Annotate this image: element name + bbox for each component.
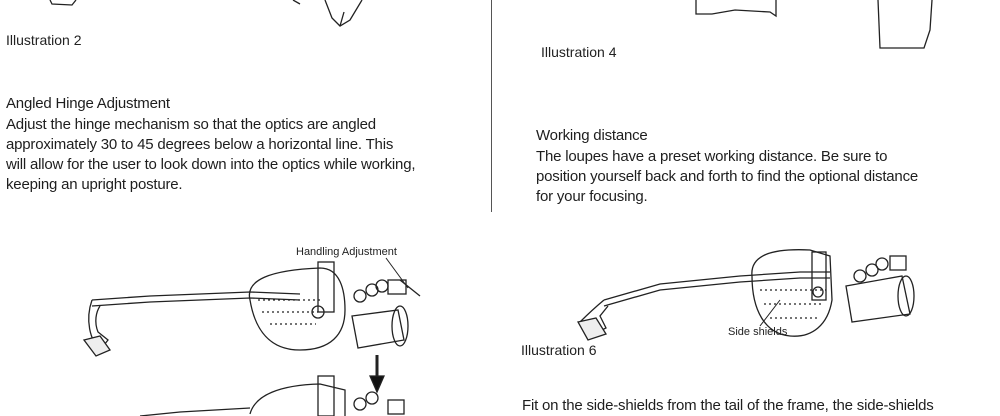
angled-hinge-heading: Angled Hinge Adjustment bbox=[6, 95, 170, 112]
working-distance-line-2: position yourself back and forth to find the optional distance bbox=[536, 168, 919, 185]
angled-hinge-line-4: keeping an upright posture. bbox=[6, 176, 183, 193]
illustration-4-caption: Illustration 4 bbox=[541, 44, 617, 60]
side-shields-line-1: Fit on the side-shields from the tail of the frame, the side-shields bbox=[522, 397, 934, 414]
illustration-2-caption: Illustration 2 bbox=[6, 32, 82, 48]
illustration-6-caption: Illustration 6 bbox=[521, 342, 597, 358]
angled-hinge-line-3: will allow for the user to look down into the optics while working, bbox=[6, 156, 416, 173]
illustration-2-fragment bbox=[50, 0, 362, 26]
illustration-handling-adjustment bbox=[84, 258, 420, 416]
illustration-4-fragment bbox=[696, 0, 932, 48]
angled-hinge-line-1: Adjust the hinge mechanism so that the optics are angled bbox=[6, 116, 376, 133]
side-shields-label: Side shields bbox=[728, 326, 788, 338]
working-distance-heading: Working distance bbox=[536, 127, 648, 144]
angled-hinge-line-2: approximately 30 to 45 degrees below a horizontal line. This bbox=[6, 136, 394, 153]
working-distance-line-1: The loupes have a preset working distance. Be sure to bbox=[536, 148, 888, 165]
handling-adjustment-label: Handling Adjustment bbox=[296, 246, 397, 258]
column-divider bbox=[491, 0, 492, 212]
working-distance-line-3: for your focusing. bbox=[536, 188, 648, 205]
